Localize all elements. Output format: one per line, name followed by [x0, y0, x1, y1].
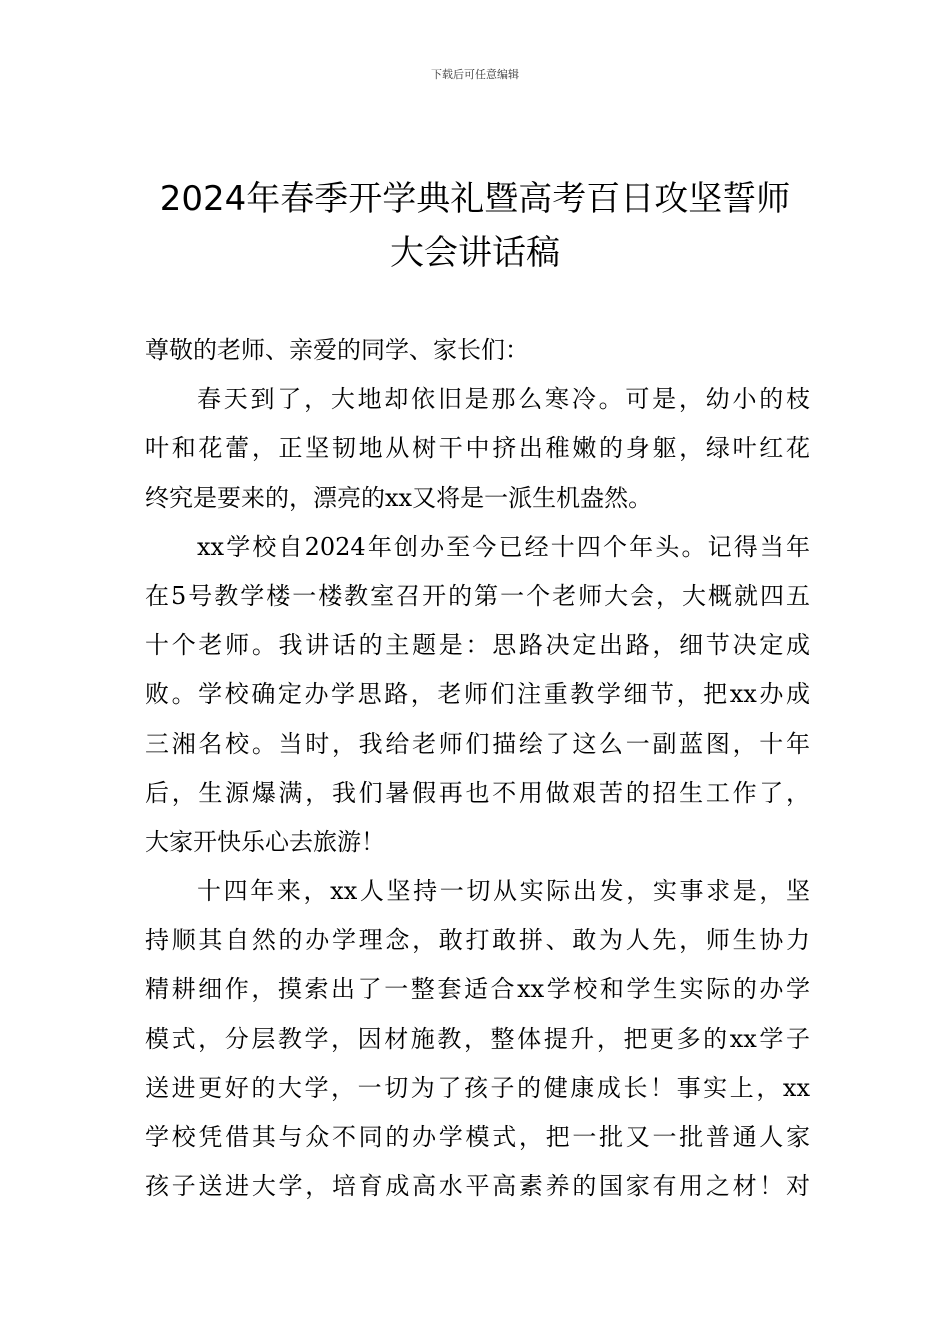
- paragraph-line: 送进更好的大学，一切为了孩子的健康成长！事实上，xx: [145, 1073, 810, 1102]
- paragraph-line: 败。学校确定办学思路，老师们注重教学细节，把xx办成: [145, 680, 810, 709]
- document-title: [120, 172, 830, 280]
- paragraph-line: 三湘名校。当时，我给老师们描绘了这么一副蓝图，十年: [145, 729, 810, 758]
- paragraph-1: [145, 375, 810, 523]
- title-line-1: 2024年春季开学典礼暨高考百日攻坚誓师: [159, 179, 791, 219]
- paragraph-line: 十个老师。我讲话的主题是：思路决定出路，细节决定成: [145, 631, 810, 660]
- paragraph-line: xx学校自2024年创办至今已经十四个年头。记得当年: [197, 532, 810, 561]
- paragraph-3: [145, 867, 810, 1211]
- page-header-note: 下载后可任意编辑: [431, 68, 519, 81]
- paragraph-line: 孩子送进大学，培育成高水平高素养的国家有用之材！对: [145, 1172, 810, 1201]
- paragraph-line: 在5号教学楼一楼教室召开的第一个老师大会，大概就四五: [145, 581, 810, 610]
- paragraph-2: [145, 523, 810, 867]
- paragraph-line: 后，生源爆满，我们暑假再也不用做艰苦的招生工作了，: [145, 778, 810, 807]
- salutation: 尊敬的老师、亲爱的同学、家长们：: [145, 336, 529, 364]
- paragraph-line: 十四年来，xx人坚持一切从实际出发，实事求是，坚: [197, 877, 810, 906]
- paragraph-line: 叶和花蕾，正坚韧地从树干中挤出稚嫩的身躯，绿叶红花: [145, 434, 810, 463]
- paragraph-line: 春天到了，大地却依旧是那么寒冷。可是，幼小的枝: [197, 385, 810, 414]
- paragraph-line: 精耕细作，摸索出了一整套适合xx学校和学生实际的办学: [145, 975, 810, 1004]
- paragraph-line: 持顺其自然的办学理念，敢打敢拼、敢为人先，师生协力: [145, 926, 810, 955]
- paragraph-line: 学校凭借其与众不同的办学模式，把一批又一批普通人家: [145, 1123, 810, 1151]
- paragraph-line: 大家开快乐心去旅游！: [145, 827, 385, 856]
- paragraph-line: 终究是要来的，漂亮的xx又将是一派生机盎然。: [145, 483, 653, 512]
- paragraph-line: 模式，分层教学，因材施教，整体提升，把更多的xx学子: [145, 1024, 810, 1053]
- title-line-2: 大会讲话稿: [390, 233, 560, 273]
- document-body: [145, 326, 810, 1211]
